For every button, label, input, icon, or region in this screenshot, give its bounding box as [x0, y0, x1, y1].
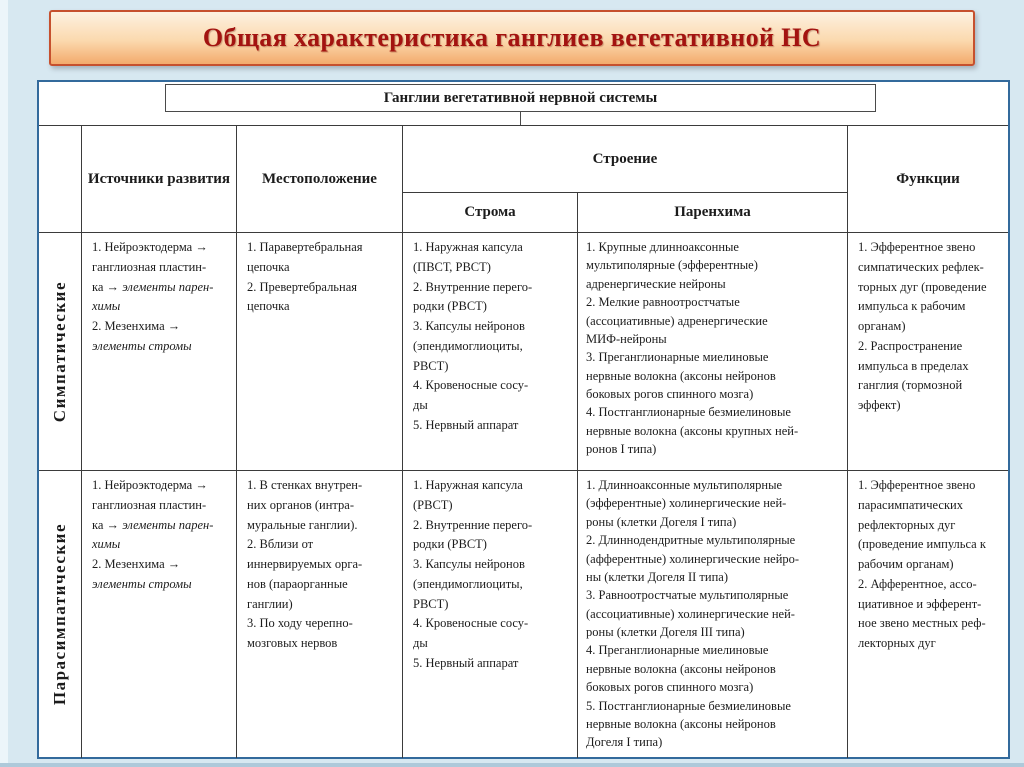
cell-parasympathetic-functions: 1. Эфферентное звено парасимпатических рефлекторных дуг (проведение импульса к рабочим органам) 2. Афферентное, ассо- циативное и эфферент- ное звено местных реф- лекторных дуг	[858, 478, 986, 650]
ganglia-table	[37, 80, 1010, 759]
cell-sympathetic-stroma: 1. Наружная капсула (ПВСТ, РВСТ) 2. Внутренние перего- родки (РВСТ) 3. Капсулы нейронов (эпендимоглиоциты, РВСТ) 4. Кровеносные сосу- ды 5. Нервный аппарат	[403, 233, 578, 471]
cell-sympathetic-parenchyma: 1. Крупные длинноаксонные мультиполярные (эфферентные) адренергические нейроны 2. Мелкие равноотростчатые (ассоциативные) адренергические МИФ-нейроны 3. Преганглионарные миелиновые нервные волокна (аксоны нейронов боковых рогов спинного мозга) 4. Постганглионарные безмиелиновые нервные волокна (аксоны крупных ней- ронов I типа)	[578, 233, 848, 471]
cell-sympathetic-location: 1. Паравертебральная цепочка 2. Превертебральная цепочка	[237, 233, 403, 471]
group-label-parasympathetic-text: Парасимпатические	[50, 523, 69, 706]
cell-parasympathetic-sources: 1. Нейроэктодерма → ганглиозная пластин- ка → элементы парен- химы 2. Мезенхима → элементы стромы	[82, 471, 237, 758]
header-sources: Источники развития	[82, 126, 237, 233]
title-banner	[49, 10, 975, 66]
header-stroma: Строма	[403, 193, 578, 233]
table-caption: Ганглии вегетативной нервной системы	[383, 89, 658, 106]
header-parenchyma: Паренхима	[578, 193, 848, 233]
header-structure: Строение	[403, 126, 848, 193]
cell-sympathetic-functions: 1. Эфферентное звено симпатических рефлек- торных дуг (проведение импульса к рабочим органам) 2. Распространение импульса в пределах ганглия (тормозной эффект)	[848, 233, 1008, 471]
header-empty-cell	[39, 126, 82, 233]
header-location: Местоположение	[237, 126, 403, 233]
page-title: Общая характеристика ганглиев вегетативной НС	[202, 23, 822, 52]
table-grid	[39, 125, 1008, 757]
header-functions: Функции	[848, 126, 1008, 233]
cell-parasympathetic-parenchyma: 1. Длинноаксонные мультиполярные (эфферентные) холинергические ней- роны (клетки Догеля I типа) 2. Длиннодендритные мультиполярные (афферентные) холинергические нейро- ны (клетки Догеля II типа) 3. Равноотростчатые мультиполярные (ассоциативные) холинергические ней- роны (клетки Догеля III типа) 4. Преганглионарные миелиновые нервные волокна (аксоны нейронов боковых рогов спинного мозга) 5. Постганглионарные безмиелиновые нервные волокна (аксоны нейронов Догеля I типа)	[578, 471, 848, 758]
group-label-sympathetic-text: Симпатические	[50, 280, 69, 423]
caption-connector-line	[520, 112, 521, 125]
page-left-margin-strip	[0, 0, 8, 767]
cell-parasympathetic-stroma: 1. Наружная капсула (РВСТ) 2. Внутренние перего- родки (РВСТ) 3. Капсулы нейронов (эпендимоглиоциты, РВСТ) 4. Кровеносные сосу- ды 5. Нервный аппарат	[403, 471, 578, 758]
page-bottom-edge-strip	[0, 763, 1024, 767]
group-label-parasympathetic	[39, 471, 82, 758]
table-caption-box	[165, 84, 876, 112]
cell-parasympathetic-location: 1. В стенках внутрен- них органов (интра- муральные ганглии). 2. Вблизи от иннервируемых орга- нов (параорганные ганглии) 3. По ходу черепно- мозговых нервов	[237, 471, 403, 758]
cell-sympathetic-sources: 1. Нейроэктодерма → ганглиозная пластин- ка → элементы парен- химы 2. Мезенхима → элементы стромы	[82, 233, 237, 471]
group-label-sympathetic	[39, 233, 82, 471]
